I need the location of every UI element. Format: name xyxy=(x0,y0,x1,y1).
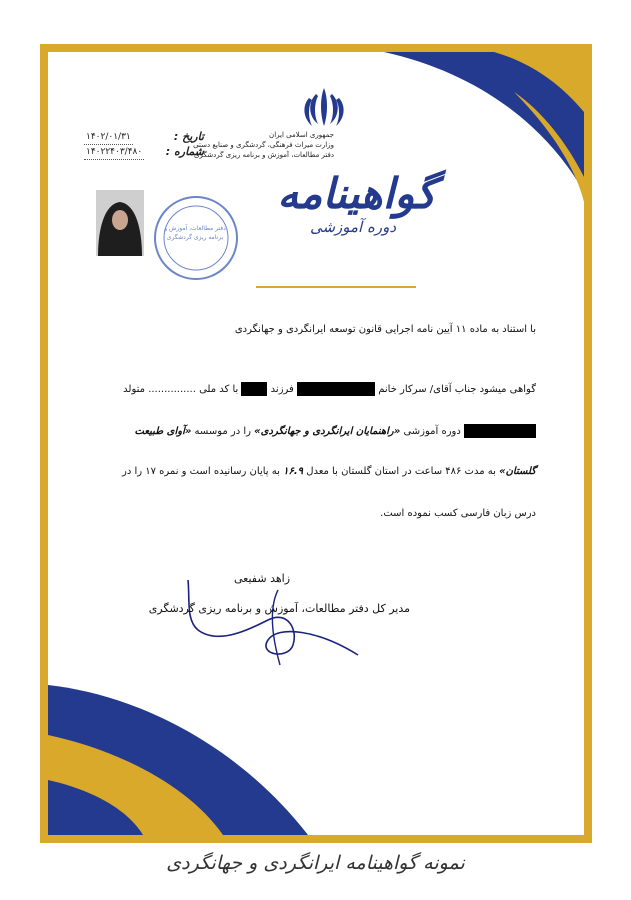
holder-photo xyxy=(96,190,144,256)
redacted-field xyxy=(464,424,536,438)
redacted-father-name xyxy=(241,382,267,396)
redacted-name xyxy=(297,382,375,396)
body-line-3 xyxy=(96,424,536,438)
title-main: گواهینامه xyxy=(277,169,436,218)
body-text: فرزند xyxy=(270,384,294,395)
course-name: «راهنمایان ایرانگردی و جهانگردی» xyxy=(254,426,401,437)
body-text: با کد ملی xyxy=(199,384,239,395)
body-line-5: درس زبان فارسی کسب نموده است. xyxy=(380,508,536,519)
national-id-placeholder: ............... xyxy=(148,384,196,395)
number-row xyxy=(84,145,204,160)
body-text: متولد xyxy=(123,384,146,395)
signatory-title: مدیر کل دفتر مطالعات، آموزش و برنامه ریزی گردشگری xyxy=(148,602,410,615)
title-sub: دوره آموزشی xyxy=(309,218,396,236)
gov-line: جمهوری اسلامی ایران xyxy=(269,131,334,139)
certificate-frame xyxy=(40,44,592,843)
body-line-4 xyxy=(96,466,536,477)
image-caption: نمونه گواهینامه ایرانگردی و جهانگردی xyxy=(166,852,465,874)
gov-line: دفتر مطالعات، آموزش و برنامه ریزی گردشگری xyxy=(194,151,334,159)
body-text: به پایان رسانیده است و نمره ۱۷ را در xyxy=(121,466,280,477)
average-grade: ۱۶.۹ xyxy=(283,466,303,477)
title-divider xyxy=(256,286,416,288)
date-number-block xyxy=(84,130,204,160)
body-text: را در موسسه xyxy=(194,426,251,437)
date-row xyxy=(84,130,204,145)
body-line-1: با استناد به ماده ۱۱ آیین نامه اجرایی قانون توسعه ایرانگردی و جهانگردی xyxy=(234,324,536,335)
bottom-left-decoration xyxy=(48,675,348,835)
body-line-2 xyxy=(96,382,536,396)
body-text: دوره آموزشی xyxy=(403,426,461,437)
number-label: شماره : xyxy=(165,145,204,158)
certificate-title xyxy=(256,170,436,270)
body-text: گواهی میشود جناب آقای/ سرکار خانم xyxy=(378,384,536,395)
institute-name-end: گلستان» xyxy=(499,466,536,477)
certificate-paper xyxy=(48,52,584,835)
date-value: ۱۴۰۲/۰۱/۳۱ xyxy=(84,130,133,145)
iran-emblem-icon xyxy=(300,84,348,132)
body-text: به مدت ۴۸۶ ساعت در استان گلستان با معدل xyxy=(306,466,496,477)
signatory-name: زاهد شفیعی xyxy=(234,572,291,585)
institute-name: «آوای طبیعت xyxy=(134,426,192,437)
number-value: ۱۴۰۲۲۴۰۳/۴۸۰ xyxy=(84,145,144,160)
date-label: تاریخ : xyxy=(173,130,204,143)
gov-line: وزارت میراث فرهنگی، گردشگری و صنایع دستی xyxy=(193,141,334,149)
stamp-text: دفتر مطالعات، آموزش و برنامه ریزی گردشگری xyxy=(164,225,226,241)
